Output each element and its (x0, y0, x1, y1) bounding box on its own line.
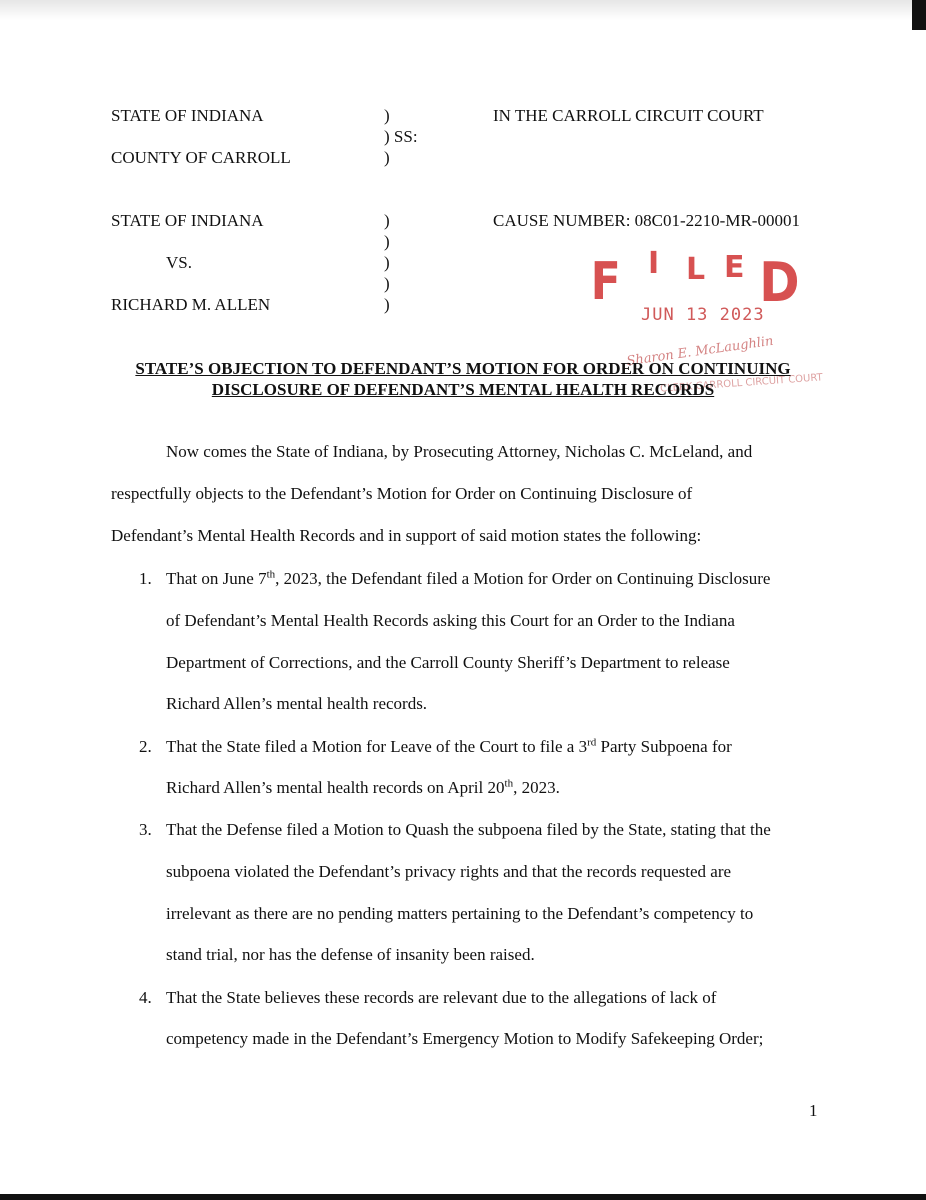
cause-number: CAUSE NUMBER: 08C01-2210-MR-00001 (493, 211, 800, 230)
page-number: 1 (809, 1101, 818, 1120)
caption-state-left: STATE OF INDIANA (111, 106, 264, 125)
caption-paren: ) (384, 148, 390, 167)
document-title-line-1: STATE’S OBJECTION TO DEFENDANT’S MOTION FOR ORDER ON CONTINUING (135, 359, 791, 378)
caption-defendant: RICHARD M. ALLEN (111, 295, 271, 314)
item-1-line (166, 569, 770, 589)
caption-paren: ) (384, 274, 390, 293)
item-1-line: of Defendant’s Mental Health Records asking this Court for an Order to the Indiana (166, 611, 735, 630)
caption-court: IN THE CARROLL CIRCUIT COURT (493, 106, 764, 125)
caption-paren: ) (384, 211, 390, 230)
caption-plaintiff: STATE OF INDIANA (111, 211, 264, 230)
item-3-line: That the Defense filed a Motion to Quash the subpoena filed by the State, stating that the (166, 820, 771, 839)
stamp-date: JUN 13 2023 (641, 305, 765, 325)
item-3-line: subpoena violated the Defendant’s privacy rights and that the records requested are (166, 862, 732, 881)
item-number: 1. (139, 569, 152, 588)
stamp-letter-i: I (648, 246, 660, 281)
ordinal-suffix: rd (587, 736, 597, 749)
stamp-letter-e: E (724, 250, 745, 285)
document-title-line-2: DISCLOSURE OF DEFENDANT’S MENTAL HEALTH RECORDS (211, 380, 715, 399)
scan-edge-top (0, 0, 926, 20)
stamp-letter-l: L (686, 252, 706, 287)
item-text: That the State filed a Motion for Leave of the Court to file a 3 (166, 737, 588, 756)
item-2-line (166, 737, 732, 757)
item-1-line: Richard Allen’s mental health records. (166, 694, 428, 713)
item-text: , 2023, the Defendant filed a Motion for Order on Continuing Disclosure (275, 569, 771, 588)
caption-paren: ) (384, 106, 390, 125)
scan-edge-bottom (0, 1194, 926, 1200)
item-4-line: That the State believes these records are relevant due to the allegations of lack of (166, 988, 717, 1007)
clerk-seal: CLERK CARROLL CIRCUIT COURT (659, 372, 824, 395)
item-3-line: irrelevant as there are no pending matters pertaining to the Defendant’s competency to (166, 904, 754, 923)
scan-edge-corner (912, 0, 926, 30)
item-text: Richard Allen’s mental health records on April 20 (166, 778, 505, 797)
intro-line: Now comes the State of Indiana, by Prosecuting Attorney, Nicholas C. McLeland, and (166, 442, 753, 461)
stamp-letter-f: F (590, 252, 621, 312)
item-1-line: Department of Corrections, and the Carroll County Sheriff’s Department to release (166, 653, 730, 672)
caption-paren: ) (384, 295, 390, 314)
item-number: 4. (139, 988, 152, 1007)
item-number: 3. (139, 820, 152, 839)
item-text: , 2023. (513, 778, 560, 797)
caption-vs: VS. (166, 253, 192, 272)
caption-county-left: COUNTY OF CARROLL (111, 148, 291, 167)
ordinal-suffix: th (504, 777, 514, 790)
caption-paren: ) (384, 253, 390, 272)
item-2-line (166, 778, 560, 798)
intro-line: Defendant’s Mental Health Records and in support of said motion states the following: (111, 526, 702, 545)
stamp-letter-d: D (759, 251, 800, 314)
item-3-line: stand trial, nor has the defense of insanity been raised. (166, 945, 535, 964)
ordinal-suffix: th (266, 568, 276, 581)
item-4-line: competency made in the Defendant’s Emergency Motion to Modify Safekeeping Order; (166, 1029, 764, 1048)
item-number: 2. (139, 737, 152, 756)
item-text: That on June 7 (166, 569, 267, 588)
caption-ss: ) SS: (384, 127, 418, 146)
item-text: Party Subpoena for (596, 737, 732, 756)
intro-line: respectfully objects to the Defendant’s Motion for Order on Continuing Disclosure of (111, 484, 693, 503)
caption-paren: ) (384, 232, 390, 251)
clerk-signature: Sharon E. McLaughlin (625, 333, 775, 370)
